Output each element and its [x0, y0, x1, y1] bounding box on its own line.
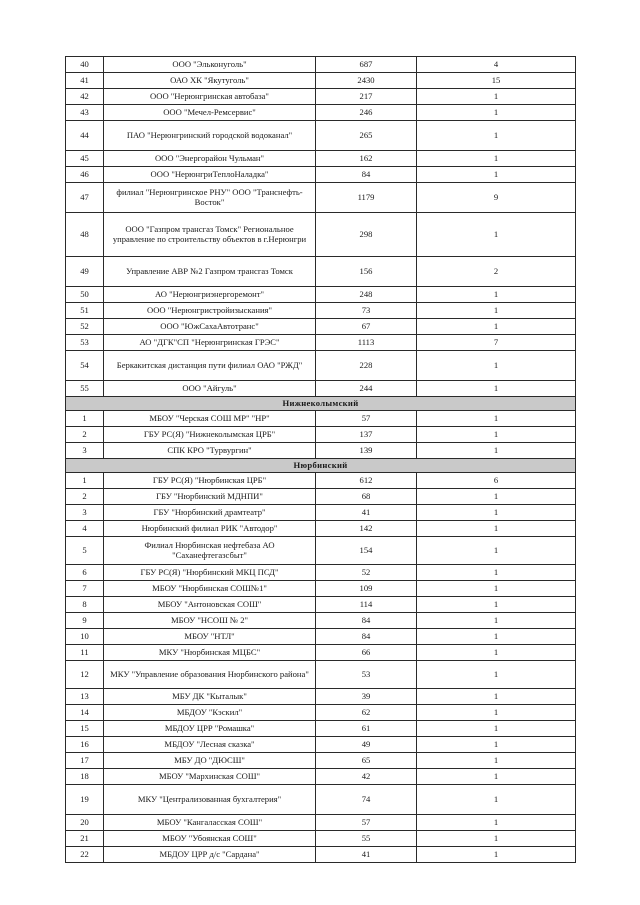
- page-footer-mark: [0, 890, 40, 892]
- quota-count: 1: [417, 645, 576, 661]
- organization-name: филиал "Нерюнгринское РНУ" ООО "Транснефть-Восток": [104, 183, 316, 213]
- table-row: [66, 351, 576, 381]
- organization-name: СПК КРО "Турвургин": [104, 443, 316, 459]
- table-row: [66, 661, 576, 689]
- organization-name: ПАО "Нерюнгринский городской водоканал": [104, 121, 316, 151]
- table-row: [66, 319, 576, 335]
- organization-name: ООО "ЮжСахаАвтотранс": [104, 319, 316, 335]
- table-row: [66, 737, 576, 753]
- row-number: 44: [66, 121, 104, 151]
- quota-count: 1: [417, 537, 576, 565]
- row-number: 5: [66, 537, 104, 565]
- table-row: [66, 505, 576, 521]
- quota-count: 15: [417, 73, 576, 89]
- row-number: 4: [66, 521, 104, 537]
- row-number: 18: [66, 769, 104, 785]
- table-row: [66, 427, 576, 443]
- row-number: 40: [66, 57, 104, 73]
- row-number: 19: [66, 785, 104, 815]
- quota-count: 1: [417, 443, 576, 459]
- employee-count: 42: [316, 769, 417, 785]
- organization-name: ГБУ "Нюрбинский драмтеатр": [104, 505, 316, 521]
- row-number: 52: [66, 319, 104, 335]
- quota-count: 1: [417, 689, 576, 705]
- row-number: 53: [66, 335, 104, 351]
- row-number: 6: [66, 565, 104, 581]
- organization-name: ГБУ РС(Я) "Нюрбинская ЦРБ": [104, 473, 316, 489]
- row-number: 20: [66, 815, 104, 831]
- row-number: 50: [66, 287, 104, 303]
- table-row: [66, 335, 576, 351]
- table-row: [66, 705, 576, 721]
- section-header-row: [66, 459, 576, 473]
- table-row: [66, 151, 576, 167]
- quota-count: 1: [417, 489, 576, 505]
- quota-count: 1: [417, 815, 576, 831]
- quota-count: 1: [417, 565, 576, 581]
- employee-count: 84: [316, 613, 417, 629]
- row-number: 1: [66, 473, 104, 489]
- employee-count: 53: [316, 661, 417, 689]
- quota-count: 1: [417, 661, 576, 689]
- employee-count: 73: [316, 303, 417, 319]
- organization-name: МБОУ "Нюрбинская СОШ№1": [104, 581, 316, 597]
- organization-name: МБОУ "Кангаласская СОШ": [104, 815, 316, 831]
- organization-name: ОАО ХК "Якутуголь": [104, 73, 316, 89]
- quota-count: 1: [417, 411, 576, 427]
- table-row: [66, 213, 576, 257]
- employee-count: 68: [316, 489, 417, 505]
- quota-count: 1: [417, 381, 576, 397]
- quota-count: 1: [417, 167, 576, 183]
- organization-name: МБОУ "Черская СОШ МР" "НР": [104, 411, 316, 427]
- table-row: [66, 473, 576, 489]
- quota-count: 1: [417, 847, 576, 863]
- table-row: [66, 89, 576, 105]
- row-number: 1: [66, 411, 104, 427]
- table-body: [66, 57, 576, 863]
- organization-name: МБОУ "НТЛ": [104, 629, 316, 645]
- table-row: [66, 381, 576, 397]
- row-number: 49: [66, 257, 104, 287]
- table-row: [66, 489, 576, 505]
- employee-count: 52: [316, 565, 417, 581]
- employee-count: 137: [316, 427, 417, 443]
- quota-count: 1: [417, 769, 576, 785]
- employee-count: 66: [316, 645, 417, 661]
- organization-name: Нюрбинский филиал РИК "Автодор": [104, 521, 316, 537]
- row-number: 2: [66, 489, 104, 505]
- table-row: [66, 721, 576, 737]
- row-number: 3: [66, 505, 104, 521]
- table-row: [66, 581, 576, 597]
- table-row: [66, 443, 576, 459]
- organization-name: ООО "Айгуль": [104, 381, 316, 397]
- quota-count: 1: [417, 89, 576, 105]
- row-number: 45: [66, 151, 104, 167]
- table-row: [66, 257, 576, 287]
- organization-name: Беркакитская дистанция пути филиал ОАО "РЖД": [104, 351, 316, 381]
- organization-name: ООО "НерюнгриТеплоНаладка": [104, 167, 316, 183]
- quota-count: 1: [417, 597, 576, 613]
- organization-name: АО "Нерюнгриэнергоремонт": [104, 287, 316, 303]
- employee-count: 57: [316, 411, 417, 427]
- quota-count: 1: [417, 629, 576, 645]
- employee-count: 65: [316, 753, 417, 769]
- row-number: 48: [66, 213, 104, 257]
- employee-count: 156: [316, 257, 417, 287]
- employee-count: 74: [316, 785, 417, 815]
- row-number: 55: [66, 381, 104, 397]
- quota-count: 9: [417, 183, 576, 213]
- employee-count: 612: [316, 473, 417, 489]
- employee-count: 1179: [316, 183, 417, 213]
- organizations-table: [65, 56, 576, 863]
- quota-count: 1: [417, 303, 576, 319]
- row-number: 21: [66, 831, 104, 847]
- organization-name: МБУ ДО "ДЮСШ": [104, 753, 316, 769]
- quota-count: 1: [417, 213, 576, 257]
- table-row: [66, 785, 576, 815]
- row-number: 2: [66, 427, 104, 443]
- employee-count: 84: [316, 629, 417, 645]
- table-row: [66, 521, 576, 537]
- employee-count: 49: [316, 737, 417, 753]
- table-row: [66, 645, 576, 661]
- quota-count: 2: [417, 257, 576, 287]
- organization-name: МБУ ДК "Кыталык": [104, 689, 316, 705]
- table-row: [66, 629, 576, 645]
- organization-name: АО "ДГК"СП "Нерюнгринская ГРЭС": [104, 335, 316, 351]
- table-row: [66, 815, 576, 831]
- quota-count: 1: [417, 721, 576, 737]
- table-row: [66, 411, 576, 427]
- table-row: [66, 565, 576, 581]
- organization-name: МБДОУ ЦРР "Ромашка": [104, 721, 316, 737]
- employee-count: 162: [316, 151, 417, 167]
- row-number: 46: [66, 167, 104, 183]
- table-row: [66, 121, 576, 151]
- section-title: Нюрбинский: [66, 459, 576, 473]
- row-number: 10: [66, 629, 104, 645]
- employee-count: 244: [316, 381, 417, 397]
- employee-count: 298: [316, 213, 417, 257]
- section-header-row: [66, 397, 576, 411]
- organization-name: МБОУ "Убоянская СОШ": [104, 831, 316, 847]
- employee-count: 41: [316, 505, 417, 521]
- employee-count: 114: [316, 597, 417, 613]
- table-row: [66, 597, 576, 613]
- row-number: 12: [66, 661, 104, 689]
- organization-name: МБОУ "Мархинская СОШ": [104, 769, 316, 785]
- row-number: 8: [66, 597, 104, 613]
- quota-count: 1: [417, 151, 576, 167]
- table-row: [66, 831, 576, 847]
- employee-count: 248: [316, 287, 417, 303]
- organization-name: ООО "Энергорайон Чульман": [104, 151, 316, 167]
- employee-count: 57: [316, 815, 417, 831]
- organization-name: ГБУ РС(Я) "Нюрбинский МКЦ ПСД": [104, 565, 316, 581]
- employee-count: 217: [316, 89, 417, 105]
- table-row: [66, 613, 576, 629]
- organization-name: ГБУ "Нюрбинский МДНПИ": [104, 489, 316, 505]
- row-number: 14: [66, 705, 104, 721]
- row-number: 7: [66, 581, 104, 597]
- quota-count: 7: [417, 335, 576, 351]
- quota-count: 1: [417, 613, 576, 629]
- table-row: [66, 303, 576, 319]
- quota-count: 1: [417, 831, 576, 847]
- organization-name: МБДОУ ЦРР д/с "Сардана": [104, 847, 316, 863]
- quota-count: 4: [417, 57, 576, 73]
- row-number: 41: [66, 73, 104, 89]
- employee-count: 55: [316, 831, 417, 847]
- employee-count: 67: [316, 319, 417, 335]
- employee-count: 687: [316, 57, 417, 73]
- employee-count: 265: [316, 121, 417, 151]
- table-row: [66, 847, 576, 863]
- employee-count: 41: [316, 847, 417, 863]
- organization-name: МКУ "Нюрбинская МЦБС": [104, 645, 316, 661]
- employee-count: 39: [316, 689, 417, 705]
- row-number: 16: [66, 737, 104, 753]
- quota-count: 1: [417, 287, 576, 303]
- quota-count: 1: [417, 319, 576, 335]
- quota-count: 1: [417, 105, 576, 121]
- quota-count: 6: [417, 473, 576, 489]
- organization-name: МБОУ "НСОШ № 2": [104, 613, 316, 629]
- table-row: [66, 769, 576, 785]
- quota-count: 1: [417, 427, 576, 443]
- organization-name: ГБУ РС(Я) "Нижнеколымская ЦРБ": [104, 427, 316, 443]
- row-number: 9: [66, 613, 104, 629]
- table-row: [66, 105, 576, 121]
- section-title: Нижнеколымский: [66, 397, 576, 411]
- table-row: [66, 753, 576, 769]
- quota-count: 1: [417, 785, 576, 815]
- organization-name: ООО "Мечел-Ремсервис": [104, 105, 316, 121]
- table-row: [66, 57, 576, 73]
- table-row: [66, 183, 576, 213]
- row-number: 3: [66, 443, 104, 459]
- employee-count: 61: [316, 721, 417, 737]
- employee-count: 142: [316, 521, 417, 537]
- organization-name: МБОУ "Антоновская СОШ": [104, 597, 316, 613]
- organization-name: МБДОУ "Лесная сказка": [104, 737, 316, 753]
- table-row: [66, 689, 576, 705]
- row-number: 17: [66, 753, 104, 769]
- row-number: 43: [66, 105, 104, 121]
- quota-count: 1: [417, 505, 576, 521]
- table-row: [66, 287, 576, 303]
- row-number: 42: [66, 89, 104, 105]
- employee-count: 139: [316, 443, 417, 459]
- employee-count: 154: [316, 537, 417, 565]
- quota-count: 1: [417, 705, 576, 721]
- quota-count: 1: [417, 753, 576, 769]
- quota-count: 1: [417, 521, 576, 537]
- employee-count: 109: [316, 581, 417, 597]
- row-number: 47: [66, 183, 104, 213]
- table-row: [66, 73, 576, 89]
- organization-name: ООО "Эльконуголь": [104, 57, 316, 73]
- quota-count: 1: [417, 121, 576, 151]
- organization-name: МБДОУ "Кэскил": [104, 705, 316, 721]
- organization-name: Филиал Нюрбинская нефтебаза АО "Саханефтегазсбыт": [104, 537, 316, 565]
- employee-count: 1113: [316, 335, 417, 351]
- organization-name: Управление АВР №2 Газпром трансгаз Томск: [104, 257, 316, 287]
- organization-name: ООО "Газпром трансгаз Томск" Региональное управление по строительству объектов в г.Нерюнгри: [104, 213, 316, 257]
- row-number: 54: [66, 351, 104, 381]
- organization-name: МКУ "Управление образования Нюрбинского района": [104, 661, 316, 689]
- row-number: 51: [66, 303, 104, 319]
- quota-count: 1: [417, 737, 576, 753]
- row-number: 11: [66, 645, 104, 661]
- row-number: 15: [66, 721, 104, 737]
- organization-name: ООО "Нерюнгристройизыскания": [104, 303, 316, 319]
- table-row: [66, 537, 576, 565]
- employee-count: 2430: [316, 73, 417, 89]
- quota-count: 1: [417, 351, 576, 381]
- organization-name: ООО "Нерюнгринская автобаза": [104, 89, 316, 105]
- organization-name: МКУ "Централизованная бухгалтерия": [104, 785, 316, 815]
- row-number: 13: [66, 689, 104, 705]
- employee-count: 228: [316, 351, 417, 381]
- employee-count: 84: [316, 167, 417, 183]
- employee-count: 62: [316, 705, 417, 721]
- quota-count: 1: [417, 581, 576, 597]
- table-row: [66, 167, 576, 183]
- row-number: 22: [66, 847, 104, 863]
- employee-count: 246: [316, 105, 417, 121]
